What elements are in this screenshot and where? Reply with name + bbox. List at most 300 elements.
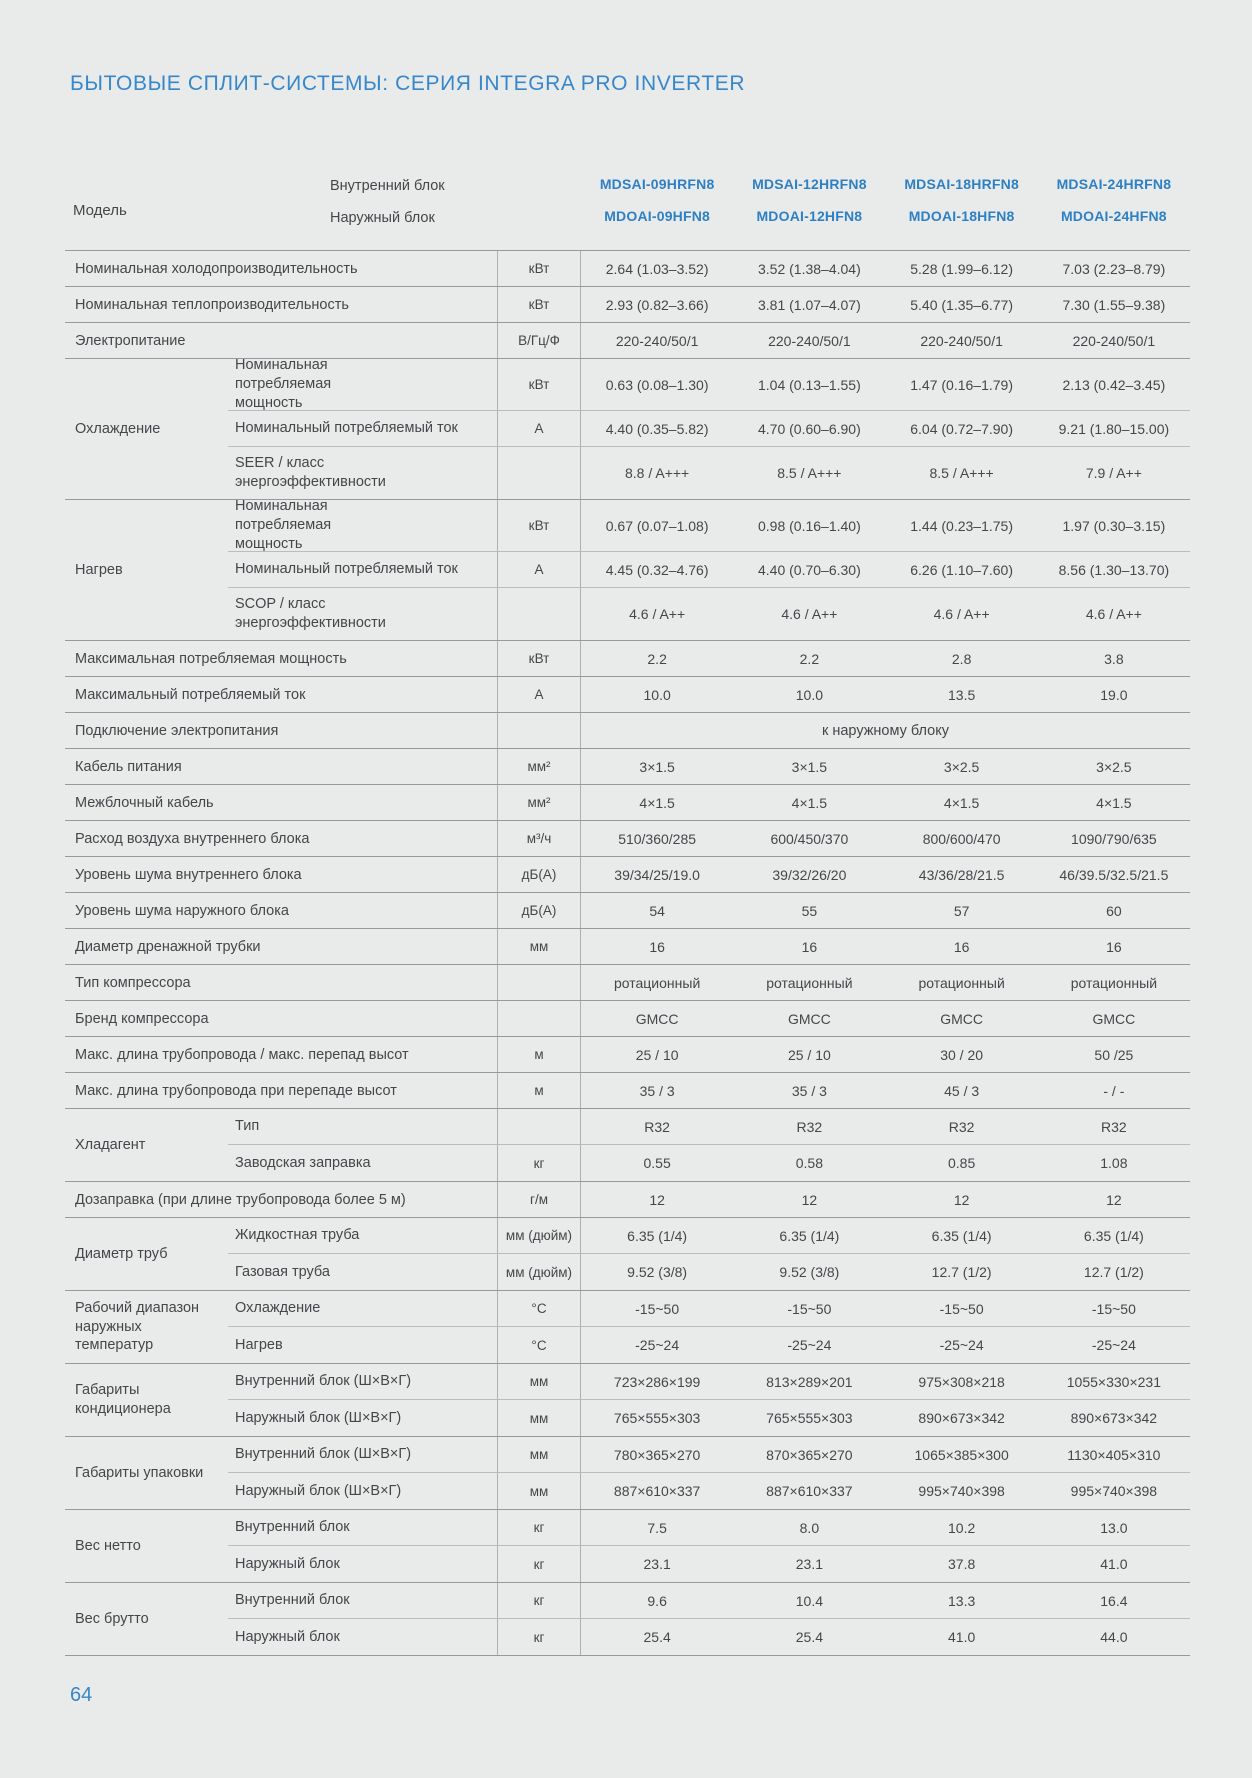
value-cell: 975×308×218 [918,1373,1005,1390]
value-cell: 890×673×342 [1070,1410,1158,1426]
value-cell: ротационный [766,974,853,991]
value-cell: R32 [948,1118,975,1135]
spec-row [65,677,1190,713]
group-label: Хладагент [75,1136,146,1153]
spec-row [65,785,1190,821]
value-cell: 3×2.5 [1096,758,1132,775]
value-cell: 780×365×270 [613,1446,701,1463]
spec-row [65,929,1190,965]
value-cell: -25~24 [1091,1337,1136,1353]
unit-cell: кг [497,1546,581,1582]
row-label: Диаметр дренажной трубки [75,938,261,955]
spec-subrow [228,359,1190,411]
group-subrows [228,1583,1190,1655]
unit-cell: кВт [497,287,581,322]
group-label: Вес брутто [75,1610,149,1627]
value-cell: -25~24 [635,1337,680,1353]
value-cell: 0.85 [948,1155,976,1171]
unit-cell: кг [497,1583,581,1618]
value-cell: 3×2.5 [943,758,980,775]
spec-row [65,1073,1190,1109]
spec-row [65,893,1190,929]
value-cell: 800/600/470 [922,830,1001,847]
value-cell: 25 / 10 [787,1046,831,1063]
value-cell: 13.5 [948,686,976,703]
value-cell: 6.26 (1.10–7.60) [910,561,1013,578]
value-cell: 4.70 (0.60–6.90) [758,420,861,437]
value-cell: 10.0 [795,686,823,703]
group-row [65,359,1190,500]
value-cell: 8.5 / A+++ [777,465,842,481]
value-cell: ротационный [613,974,701,991]
value-cell: 41.0 [1100,1556,1128,1572]
value-cell: 723×286×199 [613,1373,701,1390]
value-cell: 37.8 [948,1556,976,1572]
page-number: 64 [70,1684,93,1706]
outdoor-model-name: MDOAI-12HFN8 [756,208,863,224]
value-cell: -25~24 [939,1337,984,1353]
group-label: Нагрев [75,561,123,578]
value-cell: 1130×405×310 [1067,1446,1161,1463]
value-cell: 3.81 (1.07–4.07) [758,296,861,313]
unit-cell: А [497,677,581,712]
value-cell: 9.52 (3/8) [779,1264,840,1280]
indoor-model-name: MDSAI-12HRFN8 [752,176,867,192]
value-cell: GMCC [787,1010,831,1027]
row-label: Номинальная холодопроизводительность [75,260,358,277]
value-cell: 0.98 (0.16–1.40) [758,517,861,534]
value-cell: GMCC [940,1010,984,1027]
unit-cell: м³/ч [497,821,581,856]
value-cell: 220-240/50/1 [1072,332,1156,349]
value-cell: 765×555×303 [613,1410,701,1426]
value-cell: 1.47 (0.16–1.79) [910,376,1013,393]
value-cell: 10.2 [948,1519,976,1536]
unit-cell: мм [497,1437,581,1472]
value-cell: 600/450/370 [770,830,849,847]
value-cell: 4.6 / A++ [1085,606,1142,622]
value-cell: 8.0 [799,1519,820,1536]
outdoor-model-name: MDOAI-24HFN8 [1060,208,1167,224]
value-cell: 13.3 [948,1592,976,1609]
spec-row [65,1001,1190,1037]
value-cell: 3×1.5 [639,758,675,775]
value-cell: 41.0 [948,1629,976,1645]
value-cell: 2.2 [647,650,667,667]
row-label: Внутренний блок [235,1519,350,1536]
indoor-unit-label: Внутренний блок [330,178,445,194]
group-subrows [228,1218,1190,1290]
value-cell: 887×610×337 [766,1483,853,1499]
unit-cell: кг [497,1145,581,1181]
value-cell: 6.04 (0.72–7.90) [910,420,1013,437]
unit-cell: мм² [497,749,581,784]
value-cell: 19.0 [1100,686,1128,703]
outdoor-model-name: MDOAI-18HFN8 [908,208,1015,224]
value-cell: 43/36/28/21.5 [918,866,1005,883]
row-label: Внутренний блок (Ш×В×Г) [235,1373,412,1390]
row-label: Максимальный потребляемый ток [75,686,306,703]
value-cell: 995×740×398 [1070,1483,1158,1499]
value-cell: 1.97 (0.30–3.15) [1062,517,1166,534]
group-label: Габариты кондиционера [75,1382,171,1417]
value-cell: 4.6 / A++ [933,606,990,622]
group-subrows [228,359,1190,499]
value-cell: 4.6 / A++ [629,606,686,622]
group-subrows [228,1437,1190,1509]
outdoor-model-name: MDOAI-09HFN8 [604,208,711,224]
model-header [65,150,1190,250]
group-row [65,1291,1190,1364]
unit-cell: мм (дюйм) [497,1254,581,1290]
spec-subrow [228,1473,1190,1509]
value-cell: 25 / 10 [635,1046,679,1063]
unit-cell [497,1109,581,1144]
unit-cell: А [497,411,581,446]
value-cell: 6.35 (1/4) [779,1227,840,1244]
unit-cell: мм [497,1473,581,1509]
indoor-model-name: MDSAI-09HRFN8 [599,176,715,192]
row-label: Внутренний блок [235,1592,350,1609]
value-cell: 3.52 (1.38–4.04) [758,260,861,277]
row-label: Электропитание [75,332,186,349]
spec-row [65,749,1190,785]
value-cell: R32 [644,1118,670,1135]
value-cell: 55 [801,902,818,919]
value-cell-span: к наружному блоку [821,722,950,739]
indoor-model-name: MDSAI-24HRFN8 [1056,176,1172,192]
value-cell: 12 [649,1191,665,1208]
value-cell: 12.7 (1/2) [1083,1264,1144,1280]
unit-cell: кВт [497,500,581,551]
row-label: Тип [235,1118,260,1135]
value-cell: 1065×385×300 [914,1446,1009,1463]
spec-row [65,965,1190,1001]
row-label: SEER / класс энергоэффективности [235,455,386,490]
value-cell: 30 / 20 [940,1046,984,1063]
spec-subrow [228,1437,1190,1473]
group-subrows [228,1510,1190,1582]
row-label: Уровень шума наружного блока [75,902,289,919]
value-cell: 4.45 (0.32–4.76) [605,561,709,578]
row-label: SCOP / класс энергоэффективности [235,596,386,631]
indoor-model-name: MDSAI-18HRFN8 [904,176,1019,192]
spec-row [65,857,1190,893]
value-cell: 220-240/50/1 [920,332,1003,349]
spec-row [65,821,1190,857]
value-cell: -15~50 [635,1300,680,1317]
spec-subrow [228,1364,1190,1400]
unit-cell: мм [497,1400,581,1436]
group-subrows [228,500,1190,640]
row-label: Тип компрессора [75,974,191,991]
unit-cell: кВт [497,641,581,676]
unit-cell: А [497,552,581,587]
spec-subrow [228,588,1190,640]
model-column-label: Модель [73,202,127,219]
value-cell: 46/39.5/32.5/21.5 [1059,866,1169,883]
group-row [65,1109,1190,1182]
page-title: БЫТОВЫЕ СПЛИТ-СИСТЕМЫ: СЕРИЯ INTEGRA PRO INVERTER [70,72,746,95]
value-cell: 12 [801,1191,818,1208]
value-cell: 4.6 / A++ [781,606,838,622]
spec-subrow [228,1583,1190,1619]
value-cell: -25~24 [787,1337,832,1353]
row-label: Наружный блок [235,1555,340,1572]
row-label: Кабель питания [75,758,182,775]
value-cell: 60 [1106,902,1122,919]
value-cell: 10.4 [795,1592,823,1609]
group-subrows [228,1109,1190,1181]
value-cell: 10.0 [643,686,671,703]
value-cell: 4×1.5 [943,794,980,811]
spec-subrow [228,1145,1190,1181]
spec-row [65,323,1190,359]
value-cell: 5.28 (1.99–6.12) [910,260,1013,277]
value-cell: 1.04 (0.13–1.55) [758,376,861,393]
unit-cell: В/Гц/Ф [497,323,581,358]
unit-cell [497,713,581,748]
value-cell: 870×365×270 [766,1446,853,1463]
row-label: Газовая труба [235,1263,330,1280]
unit-cell: г/м [497,1182,581,1217]
row-label: Охлаждение [235,1300,321,1317]
value-cell: 7.30 (1.55–9.38) [1062,296,1166,313]
value-cell: 220-240/50/1 [768,332,851,349]
spec-subrow [228,1291,1190,1327]
value-cell: 0.58 [795,1155,823,1171]
value-cell: 6.35 (1/4) [931,1227,992,1244]
spec-subrow [228,1254,1190,1290]
value-cell: 9.21 (1.80–15.00) [1058,420,1170,437]
group-label: Диаметр труб [75,1245,168,1262]
value-cell: 7.03 (2.23–8.79) [1062,260,1166,277]
value-cell: 23.1 [643,1556,671,1572]
unit-cell: мм [497,1364,581,1399]
value-cell: 2.93 (0.82–3.66) [605,296,709,313]
spec-subrow [228,1109,1190,1145]
unit-cell: кг [497,1510,581,1545]
row-label: Наружный блок [235,1628,340,1645]
spec-subrow [228,1510,1190,1546]
group-row [65,1218,1190,1291]
value-cell: 25.4 [643,1629,671,1645]
unit-cell [497,447,581,499]
indoor-models-row [581,176,1190,192]
value-cell: 9.52 (3/8) [627,1264,688,1280]
value-cell: 16 [1106,938,1122,955]
group-row [65,1583,1190,1656]
unit-cell: дБ(А) [497,857,581,892]
value-cell: 45 / 3 [944,1082,980,1099]
unit-cell: м [497,1073,581,1108]
spec-subrow [228,1327,1190,1363]
unit-cell: °С [497,1291,581,1326]
value-cell: ротационный [1070,974,1158,991]
value-cell: ротационный [918,974,1005,991]
value-cell: 9.6 [647,1592,667,1609]
value-cell: 5.40 (1.35–6.77) [910,296,1013,313]
unit-cell: °С [497,1327,581,1363]
value-cell: 12 [1106,1191,1122,1208]
row-label: Наружный блок (Ш×В×Г) [235,1409,402,1426]
value-cell: 510/360/285 [618,830,697,847]
value-cell: 44.0 [1100,1629,1128,1645]
row-label: Дозаправка (при длине трубопровода более 5 м) [75,1191,406,1208]
value-cell: 1055×330×231 [1066,1373,1161,1390]
value-cell: 16.4 [1100,1592,1128,1609]
value-cell: 16 [801,938,818,955]
unit-cell: кг [497,1619,581,1655]
unit-cell: м [497,1037,581,1072]
row-label: Подключение электропитания [75,722,279,739]
row-label: Максимальная потребляемая мощность [75,650,347,667]
value-cell: R32 [796,1118,823,1135]
value-cell: 1090/790/635 [1071,830,1157,847]
group-row [65,500,1190,641]
unit-cell [497,1001,581,1036]
outdoor-unit-label: Наружный блок [330,210,435,226]
group-label: Вес нетто [75,1537,141,1554]
value-cell: 13.0 [1100,1519,1128,1536]
value-cell: -15~50 [787,1300,832,1317]
row-label: Уровень шума внутреннего блока [75,866,302,883]
value-cell: 1.08 [1100,1155,1128,1171]
spec-subrow [228,500,1190,552]
row-label: Номинальный потребляемый ток [235,561,458,578]
outdoor-models-row [581,208,1190,224]
value-cell: 12 [953,1191,970,1208]
unit-cell: мм [497,929,581,964]
value-cell: 0.63 (0.08–1.30) [605,376,709,393]
value-cell: 4.40 (0.70–6.30) [758,561,861,578]
value-cell: 4×1.5 [791,794,828,811]
spec-subrow [228,1218,1190,1254]
group-label: Охлаждение [75,420,161,437]
value-cell: -15~50 [1091,1300,1136,1317]
spec-row [65,713,1190,749]
value-cell: 39/32/26/20 [772,866,847,883]
value-cell: 16 [649,938,665,955]
value-cell: 6.35 (1/4) [1083,1227,1144,1244]
spec-subrow [228,1619,1190,1655]
unit-cell: мм (дюйм) [497,1218,581,1253]
value-cell: 57 [953,902,970,919]
value-cell: 35 / 3 [791,1082,827,1099]
value-cell: 8.8 / A+++ [625,465,690,481]
value-cell: 4×1.5 [1096,794,1132,811]
value-cell: 0.67 (0.07–1.08) [605,517,709,534]
value-cell: 12.7 (1/2) [931,1264,992,1280]
row-label: Номинальная теплопроизводительность [75,296,349,313]
row-label: Номинальная потребляемая мощность [235,357,332,411]
value-cell: 995×740×398 [918,1483,1005,1499]
value-cell: 0.55 [643,1155,671,1171]
value-cell: 39/34/25/19.0 [614,866,700,883]
row-label: Номинальная потребляемая мощность [235,498,332,552]
value-cell: 890×673×342 [918,1410,1005,1426]
spec-row [65,251,1190,287]
value-cell: 2.2 [799,650,820,667]
spec-subrow [228,552,1190,588]
spec-table [65,250,1190,1656]
spec-row [65,1037,1190,1073]
value-cell: 220-240/50/1 [615,332,699,349]
row-label: Наружный блок (Ш×В×Г) [235,1482,402,1499]
group-label: Габариты упаковки [75,1464,204,1481]
value-cell: 2.13 (0.42–3.45) [1062,376,1166,393]
row-label: Расход воздуха внутреннего блока [75,830,310,847]
value-cell: 7.9 / A++ [1085,465,1142,481]
group-subrows [228,1291,1190,1363]
value-cell: 4.40 (0.35–5.82) [605,420,709,437]
unit-cell: дБ(А) [497,893,581,928]
row-label: Номинальный потребляемый ток [235,420,458,437]
group-row [65,1364,1190,1437]
value-cell: 50 /25 [1094,1046,1134,1063]
value-cell: 6.35 (1/4) [627,1227,688,1244]
value-cell: 813×289×201 [766,1373,853,1390]
value-cell: 8.5 / A+++ [929,465,994,481]
spec-row [65,641,1190,677]
value-cell: GMCC [635,1010,679,1027]
row-label: Макс. длина трубопровода при перепаде высот [75,1082,397,1099]
group-subrows [228,1364,1190,1436]
group-row [65,1510,1190,1583]
value-cell: 2.64 (1.03–3.52) [605,260,709,277]
value-cell: 8.56 (1.30–13.70) [1058,561,1170,578]
value-cell: 35 / 3 [639,1082,675,1099]
value-cell: - / - [1103,1082,1125,1099]
group-label: Рабочий диапазон наружных температур [75,1299,200,1354]
value-cell: 3×1.5 [791,758,828,775]
value-cell: -15~50 [939,1300,984,1317]
unit-cell [497,588,581,640]
row-label: Заводская заправка [235,1154,371,1171]
spec-subrow [228,447,1190,499]
spec-row [65,1182,1190,1218]
value-cell: 54 [649,902,665,919]
value-cell: 887×610×337 [613,1483,701,1499]
unit-cell: мм² [497,785,581,820]
value-cell: R32 [1101,1118,1127,1135]
value-cell: 2.8 [951,650,972,667]
value-cell: 25.4 [795,1629,823,1645]
group-row [65,1437,1190,1510]
row-label: Бренд компрессора [75,1010,209,1027]
row-label: Внутренний блок (Ш×В×Г) [235,1446,412,1463]
value-cell: 3.8 [1104,650,1124,667]
unit-cell: кВт [497,359,581,410]
spec-subrow [228,411,1190,447]
value-cell: 765×555×303 [766,1410,853,1426]
value-cell: 4×1.5 [639,794,675,811]
row-label: Нагрев [235,1336,283,1353]
value-cell: 7.5 [647,1519,667,1536]
spec-subrow [228,1546,1190,1582]
row-label: Межблочный кабель [75,794,214,811]
spec-row [65,287,1190,323]
row-label: Макс. длина трубопровода / макс. перепад высот [75,1046,409,1063]
value-cell: GMCC [1092,1010,1136,1027]
value-cell: 1.44 (0.23–1.75) [910,517,1013,534]
value-cell: 16 [953,938,970,955]
spec-subrow [228,1400,1190,1436]
unit-cell: кВт [497,251,581,286]
value-cell: 23.1 [795,1556,823,1572]
row-label: Жидкостная труба [235,1227,360,1244]
unit-cell [497,965,581,1000]
